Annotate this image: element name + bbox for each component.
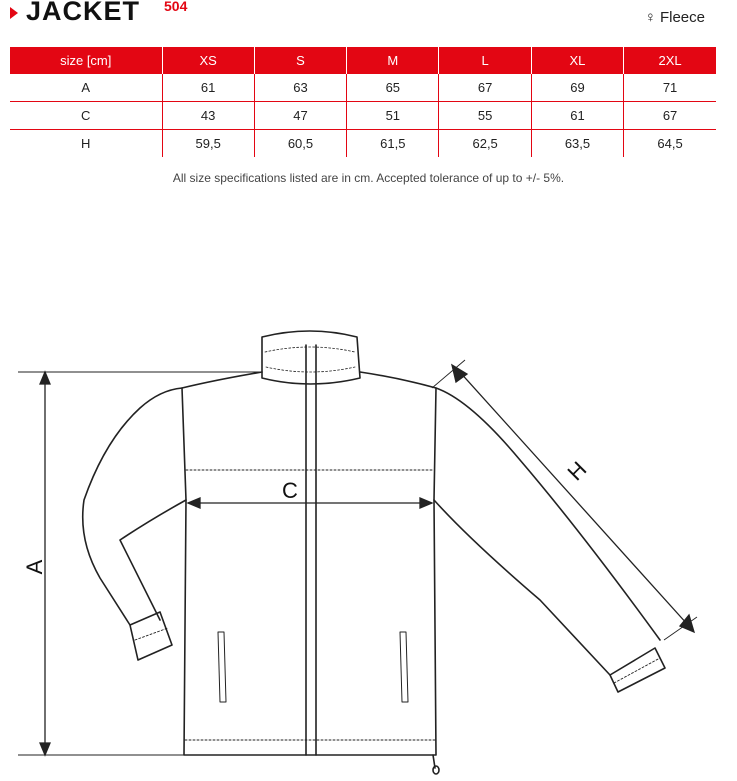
left-cuff — [130, 612, 172, 660]
column-header: XS — [162, 47, 254, 74]
table-row — [10, 74, 716, 102]
column-header: size [cm] — [10, 47, 162, 74]
measure-h-line — [432, 360, 697, 640]
table-cell: 65 — [347, 74, 439, 102]
table-cell: 61 — [531, 102, 623, 130]
table-cell: 67 — [439, 74, 531, 102]
column-header: 2XL — [624, 47, 716, 74]
table-cell: 47 — [254, 102, 346, 130]
table-cell: 64,5 — [624, 130, 716, 158]
table-cell: 59,5 — [162, 130, 254, 158]
jacket-collar — [262, 331, 360, 384]
table-cell: 61 — [162, 74, 254, 102]
jacket-measurement-diagram — [0, 300, 737, 781]
label-c: C — [282, 478, 298, 503]
column-header: S — [254, 47, 346, 74]
size-table — [10, 47, 716, 157]
row-label: C — [10, 102, 162, 130]
product-title: JACKET — [26, 0, 141, 26]
table-cell: 67 — [624, 102, 716, 130]
table-cell: 55 — [439, 102, 531, 130]
tolerance-note: All size specifications listed are in cm. Accepted tolerance of up to +/- 5%. — [172, 171, 565, 185]
table-header-row — [10, 47, 716, 74]
column-header: L — [439, 47, 531, 74]
category-label — [645, 9, 705, 26]
table-cell: 62,5 — [439, 130, 531, 158]
category-text: Fleece — [659, 9, 705, 26]
table-cell: 71 — [624, 74, 716, 102]
left-pocket — [218, 632, 226, 702]
table-cell: 60,5 — [254, 130, 346, 158]
measure-c-line — [188, 498, 432, 508]
right-pocket — [400, 632, 408, 702]
right-cuff — [610, 648, 665, 692]
model-number: 504 — [164, 0, 188, 14]
female-symbol-icon: ♀ — [644, 9, 656, 26]
table-cell: 61,5 — [347, 130, 439, 158]
table-cell: 63 — [254, 74, 346, 102]
triangle-marker-icon — [10, 7, 18, 19]
table-cell: 69 — [531, 74, 623, 102]
column-header: XL — [531, 47, 623, 74]
column-header: M — [347, 47, 439, 74]
table-row — [10, 102, 716, 130]
header — [0, 0, 737, 40]
table-row — [10, 130, 716, 158]
table-cell: 51 — [347, 102, 439, 130]
front-zipper — [306, 345, 316, 755]
table-cell: 63,5 — [531, 130, 623, 158]
row-label: A — [81, 80, 91, 95]
row-label: H — [10, 130, 162, 158]
table-cell: 43 — [162, 102, 254, 130]
label-h: H — [562, 456, 592, 486]
label-a: A — [22, 559, 47, 575]
